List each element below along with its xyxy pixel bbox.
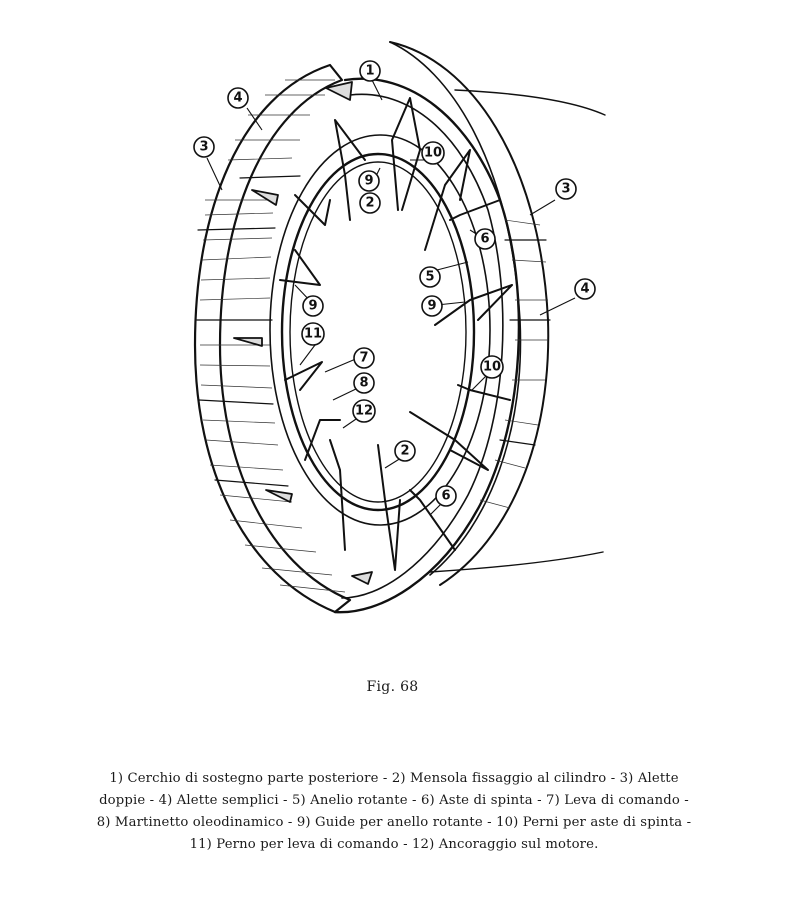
svg-text:2: 2 (365, 195, 375, 211)
legend (40, 768, 748, 856)
callout-11 (302, 323, 324, 345)
callout-9-top (359, 171, 379, 191)
legend-line: 8) Martinetto oleodinamico - 9) Guide per anello rotante - 10) Perni per aste di spinta - (96, 815, 692, 830)
callout-1 (360, 61, 380, 81)
svg-text:9: 9 (364, 173, 374, 189)
svg-text:2: 2 (400, 443, 410, 459)
callout-12 (353, 400, 375, 422)
callout-8 (354, 373, 374, 393)
svg-text:1: 1 (365, 63, 375, 79)
callout-7 (354, 348, 374, 368)
legend-line: 11) Perno per leva di comando - 12) Ancoraggio sul motore. (189, 837, 599, 852)
svg-text:10: 10 (423, 145, 443, 161)
callout-9-left (303, 296, 323, 316)
svg-text:9: 9 (427, 298, 437, 314)
legend-line: 1) Cerchio di sostegno parte posteriore - 2) Mensola fissaggio al cilindro - 3) Alette (109, 771, 679, 786)
svg-text:9: 9 (308, 298, 318, 314)
svg-text:12: 12 (354, 403, 374, 419)
svg-text:4: 4 (580, 281, 590, 297)
callout-6-bottom (436, 486, 456, 506)
callout-3-right (556, 179, 576, 199)
legend-line: doppie - 4) Alette semplici - 5) Anelio rotante - 6) Aste di spinta - 7) Leva di comando - (99, 793, 689, 808)
engine-outline-bottom (430, 552, 603, 572)
callout-2-bottom (395, 441, 415, 461)
callout-4-top (228, 88, 248, 108)
callout-6-top (475, 229, 495, 249)
flap-hatching (200, 80, 548, 592)
callout-10-top (422, 142, 444, 164)
callout-10-right (481, 356, 503, 378)
flap-divisions (197, 173, 550, 486)
figure-caption: Fig. 68 (366, 679, 419, 695)
callout-3-left (194, 137, 214, 157)
leader-lines (207, 80, 575, 515)
svg-text:3: 3 (199, 139, 209, 155)
svg-text:5: 5 (425, 269, 435, 285)
callout-5 (420, 267, 440, 287)
svg-text:4: 4 (233, 90, 243, 106)
svg-text:6: 6 (441, 488, 451, 504)
svg-text:10: 10 (482, 359, 502, 375)
callout-9-right (422, 296, 442, 316)
callout-4-right (575, 279, 595, 299)
svg-text:11: 11 (303, 326, 323, 342)
outer-ring (195, 42, 548, 612)
svg-text:7: 7 (359, 350, 369, 366)
svg-text:3: 3 (561, 181, 571, 197)
callout-2-top (360, 193, 380, 213)
svg-text:6: 6 (480, 231, 490, 247)
svg-text:8: 8 (359, 375, 369, 391)
